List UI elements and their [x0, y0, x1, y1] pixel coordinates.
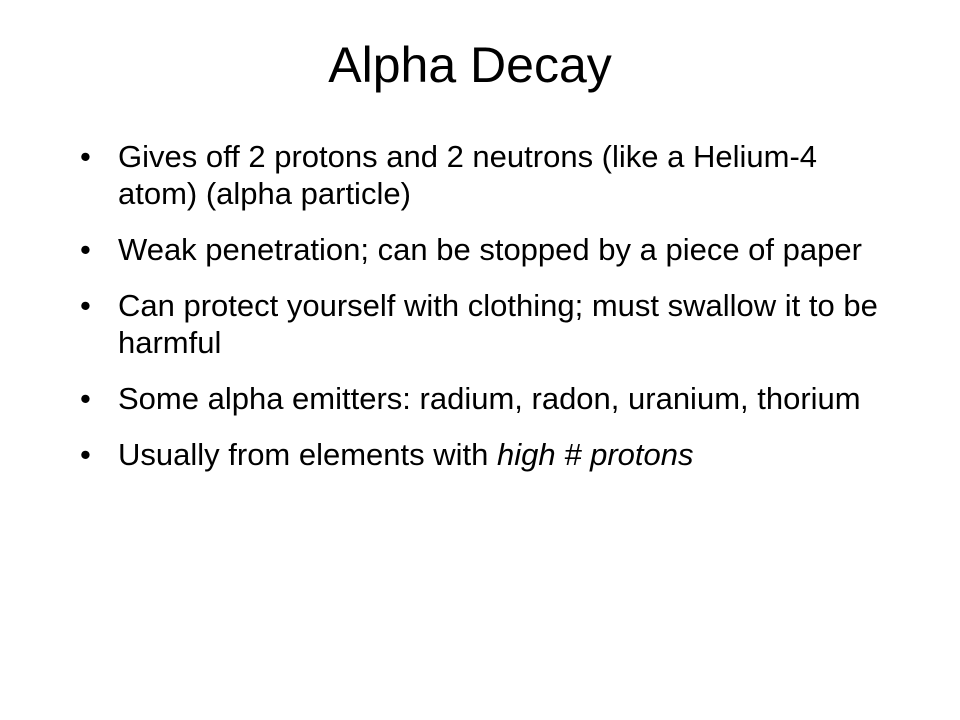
bullet-dot-icon: •	[80, 232, 91, 267]
bullet-text	[118, 437, 694, 472]
bullet-text: Some alpha emitters: radium, radon, uranium, thorium	[118, 381, 861, 416]
bullet-dot-icon: •	[80, 381, 91, 416]
bullet-text-plain: Usually from elements with	[118, 437, 498, 472]
bullet-dot-icon: •	[80, 437, 91, 472]
bullet-item	[78, 138, 888, 212]
bullet-text-italic: high # protons	[497, 437, 694, 472]
bullet-item	[78, 231, 888, 268]
bullet-item	[78, 436, 888, 473]
bullet-dot-icon: •	[80, 288, 91, 323]
bullet-text: Weak penetration; can be stopped by a piece of paper	[118, 232, 862, 267]
bullet-text: Can protect yourself with clothing; must swallow it to be harmful	[118, 288, 878, 360]
bullet-text: Gives off 2 protons and 2 neutrons (like a Helium-4 atom) (alpha particle)	[118, 139, 818, 211]
bullet-list	[78, 138, 888, 492]
bullet-item	[78, 287, 888, 361]
bullet-dot-icon: •	[80, 139, 91, 174]
bullet-item	[78, 380, 888, 417]
slide-title: Alpha Decay	[328, 37, 612, 93]
